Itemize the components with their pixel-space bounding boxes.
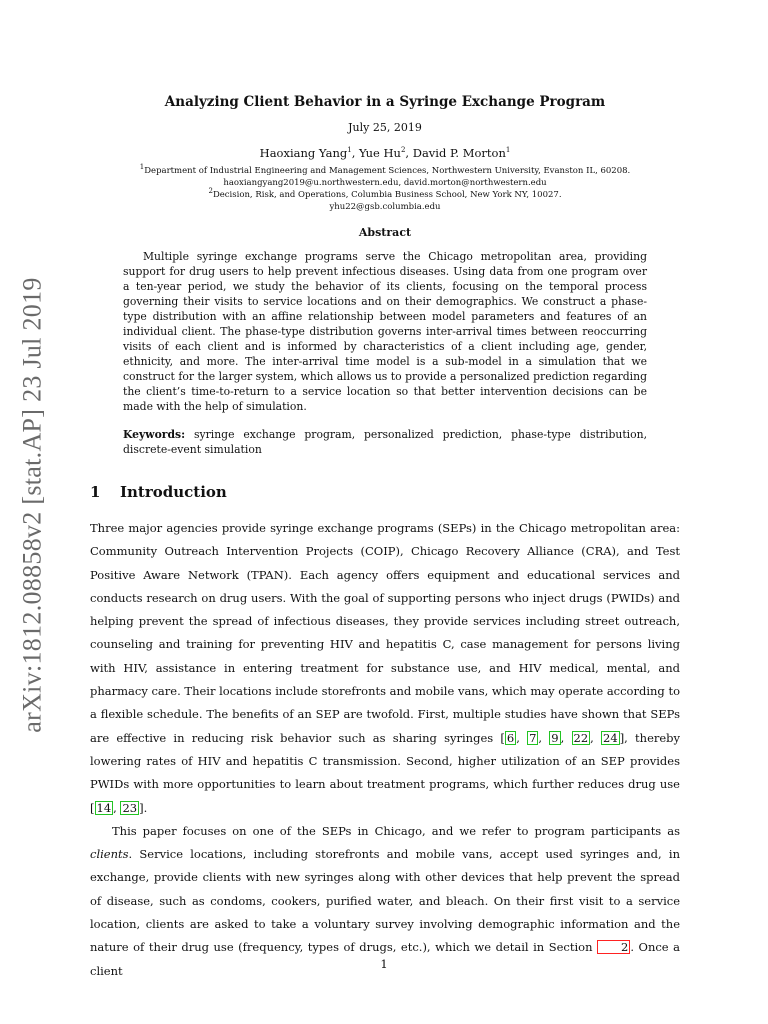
citation-link[interactable]: 9 xyxy=(551,730,559,745)
section-reference-link[interactable]: 2 xyxy=(597,940,630,954)
keywords-label: Keywords: xyxy=(123,428,186,441)
paragraph-text: . Once a client xyxy=(90,940,680,978)
author-affiliation-mark: 1 xyxy=(505,146,511,155)
author-affiliation-mark: 2 xyxy=(400,146,406,155)
citation-link[interactable]: 6 xyxy=(506,730,515,745)
citation-link[interactable]: 7 xyxy=(529,730,537,745)
arxiv-identifier xyxy=(12,277,54,733)
section-title: Introduction xyxy=(120,483,227,501)
keywords-text: syringe exchange program, personalized prediction, phase-type distribution, discrete-event simulation xyxy=(123,428,647,456)
author-list: Haoxiang Yang$^1$, Yue Hu$^2$, David P. Morton$^1$ xyxy=(259,146,511,160)
paragraph-text: Three major agencies provide syringe exchange programs (SEPs) in the Chicago metropolitan area: Community Outreach Intervention Projects (COIP), Chicago Recovery Alliance (CRA), and Test Positive Aware Network (TPAN). Each agency offers equipment and educational services and conducts research on drug users. With the goal of supporting persons who inject drugs (PWIDs) and helping prevent the spread of infectious diseases, they provide services including street outreach, counseling and training for preventing HIV and hepatitis C, case management for persons living with HIV, assistance in entering treatment for substance use, and HIV medical, mental, and pharmacy care. Their locations include storefronts and mobile vans, which may operate according to a flexible schedule. The benefits of an SEP are twofold. First, multiple studies have shown that SEPs are effective in reducing risk behavior such as sharing syringes [ xyxy=(90,521,680,745)
section-heading xyxy=(90,483,680,501)
paper-title: Analyzing Client Behavior in a Syringe Exchange Program xyxy=(164,94,606,110)
author-affiliation-mark: 1 xyxy=(347,146,352,155)
paper-page xyxy=(90,88,680,983)
author-name: Haoxiang Yang xyxy=(259,146,348,160)
affiliation-1-emails[interactable]: haoxiangyang2019@u.northwestern.edu, david.morton@northwestern.edu xyxy=(223,178,547,188)
citation-link[interactable]: 14 xyxy=(96,800,112,815)
citation-link[interactable]: 24 xyxy=(603,730,618,745)
author-name: Yue Hu xyxy=(359,146,401,160)
affiliation-text: Decision, Risk, and Operations, Columbia Business School, New York NY, 10027. xyxy=(212,190,562,200)
paragraph-1: Three major agencies provide syringe exchange programs (SEPs) in the Chicago metropolitan area: Community Outreach Intervention Projects (COIP), Chicago Recovery Alliance (CRA), and Test Positive Aware Network (TPAN). Each agency offers equipment and educational services and conducts research on drug users. With the goal of supporting persons who inject drugs (PWIDs) and helping prevent the spread of infectious diseases, they provide services including street outreach, counseling and training for preventing HIV and hepatitis C, case management for persons living with HIV, assistance in entering treatment for substance use, and HIV medical, mental, and pharmacy care. Their locations include storefronts and mobile vans, which may operate according to a flexible schedule. The benefits of an SEP are twofold. First, multiple studies have shown that SEPs are effective in reducing risk behavior such as sharing syringes [ 6 , 7 , 9 , 22 , 24 ], thereby lowering rates of HIV and hepatitis C transmission. Second, higher utilization of an SEP provides PWIDs with more opportunities to learn about treatment programs, which further reduces drug use [ 14 , 23 ]. xyxy=(90,521,681,815)
emphasized-term: clients xyxy=(90,847,129,862)
keywords xyxy=(123,427,647,457)
author-name: David P. Morton xyxy=(412,146,506,160)
abstract-text: Multiple syringe exchange programs serve the Chicago metropolitan area, providing support for drug users to help prevent infectious diseases. Using data from one program over a ten-year period, we study the behavior of its clients, focusing on the temporal process governing their visits to service locations and on their demographics. We construct a phase-type distribution with an affine relationship between model parameters and features of an individual client. The phase-type distribution governs inter-arrival times between reoccurring visits of each client and is informed by characteristics of a client including age, gender, ethnicity, and more. The inter-arrival time model is a sub-model in a simulation that we construct for the larger system, which allows us to provide a personalized prediction regarding the client’s time-to-return to a service location so that better intervention decisions can be made with the help of simulation. xyxy=(123,250,647,413)
affiliation-2 xyxy=(90,189,680,201)
abstract-heading: Abstract xyxy=(358,226,412,239)
section-number: 1 xyxy=(90,483,101,501)
affiliation-1 xyxy=(90,165,680,177)
affiliation-text: Department of Industrial Engineering and Management Sciences, Northwestern University, Evanston IL, 60208. xyxy=(144,166,631,176)
affiliation-2-email[interactable]: yhu22@gsb.columbia.edu xyxy=(329,202,441,212)
affiliation-mark: 1 xyxy=(139,163,145,172)
paper-date: July 25, 2019 xyxy=(348,121,422,134)
citation-link[interactable]: 22 xyxy=(573,730,589,745)
paragraph-text: This paper focuses on one of the SEPs in Chicago, and we refer to program participants as xyxy=(112,823,680,838)
arxiv-identifier-text: arXiv:1812.08858v2 [stat.AP] 23 Jul 2019 xyxy=(18,277,48,733)
affiliations xyxy=(90,165,680,213)
paragraph-text: ], thereby lowering rates of HIV and hepatitis C transmission. Second, higher utilization of an SEP provides PWIDs with more opportunities to learn about treatment programs, which further reduces drug use [ xyxy=(90,730,681,815)
body-text xyxy=(90,517,680,983)
page-number: 1 xyxy=(380,957,388,971)
citation-link[interactable]: 23 xyxy=(122,800,138,815)
paragraph-text: . Service locations, including storefronts and mobile vans, accept used syringes and, in exchange, provide clients with new syringes along with other devices that help prevent the spread of disease, such as condoms, cookers, purified water, and bleach. On their first visit to a service location, clients are asked to take a voluntary survey involving demographic information and the nature of their drug use (frequency, types of drugs, etc.), which we detail in Section xyxy=(90,847,680,955)
paragraph-text: ]. xyxy=(139,800,148,815)
affiliation-mark: 2 xyxy=(208,187,213,196)
